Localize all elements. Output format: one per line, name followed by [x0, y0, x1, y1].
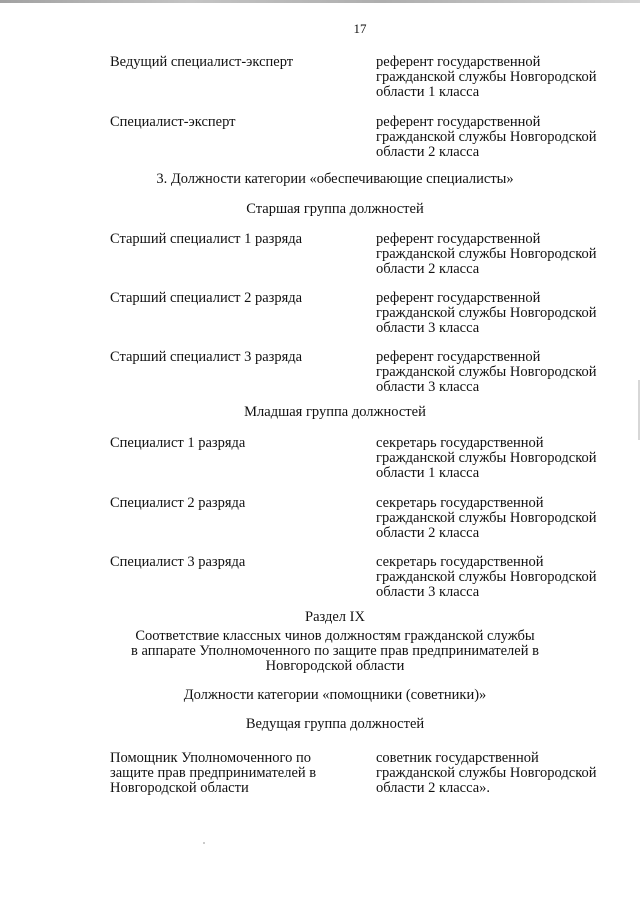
position-label: Старший специалист 3 разряда — [110, 349, 303, 365]
class-rank — [376, 436, 616, 480]
class-rank-line: секретарь государственной — [376, 435, 544, 451]
position-label: Старший специалист 1 разряда — [110, 231, 303, 247]
class-rank-line: области 3 класса — [376, 583, 480, 600]
group-heading: Младшая группа должностей — [244, 404, 426, 420]
page-number: 17 — [353, 21, 367, 36]
position-label: Специалист-эксперт — [110, 114, 236, 130]
scan-edge-top — [0, 0, 640, 3]
position-label — [110, 751, 355, 795]
group-heading: Старшая группа должностей — [246, 201, 424, 217]
category-heading: Должности категории «помощники (советники)» — [183, 687, 487, 703]
class-rank-line: советник государственной — [376, 750, 539, 766]
position-label: Специалист 3 разряда — [110, 554, 246, 570]
class-rank-line: области 3 класса — [376, 319, 480, 336]
category-heading: 3. Должности категории «обеспечивающие специалисты» — [156, 171, 514, 187]
section-subtitle-line: Соответствие классных чинов должностям гражданской службы — [135, 628, 535, 644]
section-subtitle — [60, 629, 610, 673]
group-heading: Ведущая группа должностей — [245, 716, 425, 732]
class-rank-line: гражданской службы Новгородской — [376, 509, 597, 526]
position-label: Старший специалист 2 разряда — [110, 290, 303, 306]
class-rank — [376, 350, 616, 394]
class-rank — [376, 291, 616, 335]
class-rank-line: секретарь государственной — [376, 495, 544, 511]
class-rank-line: референт государственной — [376, 349, 541, 365]
class-rank-line: гражданской службы Новгородской — [376, 363, 597, 380]
position-label-line: защите прав предпринимателей в — [110, 764, 317, 781]
section-subtitle-line: Новгородской области — [265, 657, 405, 674]
scan-speck — [203, 842, 205, 844]
class-rank-line: гражданской службы Новгородской — [376, 128, 597, 145]
class-rank-line: гражданской службы Новгородской — [376, 764, 597, 781]
class-rank-line: секретарь государственной — [376, 554, 544, 570]
class-rank-line: референт государственной — [376, 231, 541, 247]
class-rank-line: области 3 класса — [376, 378, 480, 395]
position-label: Специалист 2 разряда — [110, 495, 246, 511]
class-rank — [376, 496, 616, 540]
class-rank-line: гражданской службы Новгородской — [376, 568, 597, 585]
class-rank-line: гражданской службы Новгородской — [376, 245, 597, 262]
class-rank — [376, 55, 616, 99]
class-rank-line: области 2 класса». — [376, 779, 491, 796]
section-title: Раздел IX — [305, 609, 365, 625]
position-label: Специалист 1 разряда — [110, 435, 246, 451]
class-rank-line: области 2 класса — [376, 260, 480, 277]
class-rank — [376, 232, 616, 276]
class-rank-line: гражданской службы Новгородской — [376, 304, 597, 321]
class-rank — [376, 555, 616, 599]
class-rank-line: области 1 класса — [376, 464, 480, 481]
class-rank-line: области 2 класса — [376, 524, 480, 541]
position-label-line: Помощник Уполномоченного по — [110, 750, 312, 766]
position-label-line: Новгородской области — [110, 779, 249, 796]
position-label: Ведущий специалист-эксперт — [110, 54, 294, 70]
section-subtitle-line: в аппарате Уполномоченного по защите прав предпринимателей в — [131, 642, 539, 659]
class-rank-line: референт государственной — [376, 54, 541, 70]
class-rank-line: области 2 класса — [376, 143, 480, 160]
class-rank-line: гражданской службы Новгородской — [376, 449, 597, 466]
class-rank-line: референт государственной — [376, 290, 541, 306]
class-rank — [376, 115, 616, 159]
class-rank-line: гражданской службы Новгородской — [376, 68, 597, 85]
class-rank — [376, 751, 616, 795]
class-rank-line: референт государственной — [376, 114, 541, 130]
class-rank-line: области 1 класса — [376, 83, 480, 100]
